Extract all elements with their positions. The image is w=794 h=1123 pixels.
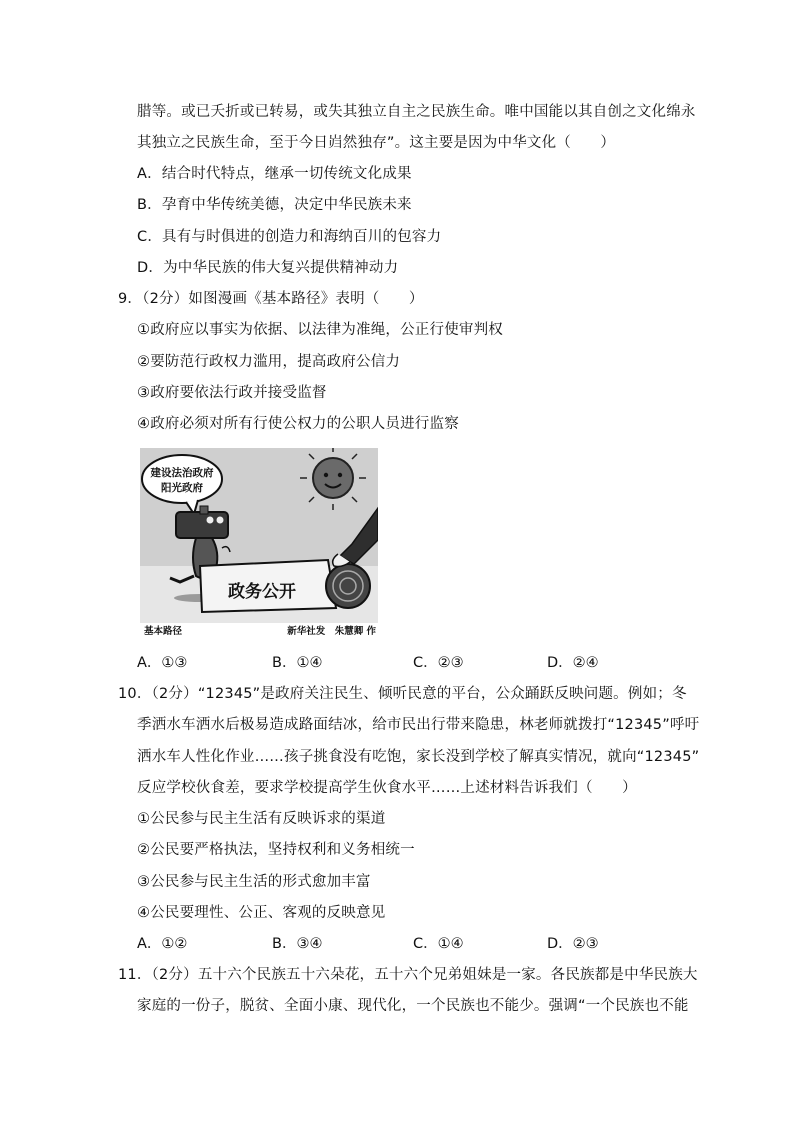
carpet-text: 政务公开 xyxy=(228,582,296,602)
cartoon-caption-credit: 新华社发 朱慧卿 作 xyxy=(287,626,376,637)
cartoon-caption-title: 基本路径 xyxy=(144,626,183,637)
cartoon-illustration xyxy=(140,448,378,638)
q8-option-d: D．为中华民族的伟大复兴提供精神动力 xyxy=(137,260,399,276)
q10-item-2: ②公民要严格执法，坚持权利和义务相统一 xyxy=(137,842,415,858)
q9-option-d: D．②④ xyxy=(547,655,599,671)
q8-stem-line-2: 其独立之民族生命，至于今日岿然独存”。这主要是因为中华文化（ ） xyxy=(137,135,616,151)
q10-option-c: C．①④ xyxy=(413,936,464,952)
q9-option-b: B．①④ xyxy=(272,655,323,671)
q10-stem-line-3: 洒水车人性化作业……孩子挑食没有吃饱，家长没到学校了解真实情况，就向“12345” xyxy=(137,749,700,765)
q9-item-4: ④政府必须对所有行使公权力的公职人员进行监察 xyxy=(137,416,459,432)
q9-stem: 9．（2分）如图漫画《基本路径》表明（ ） xyxy=(118,291,424,307)
q10-item-3: ③公民参与民主生活的形式愈加丰富 xyxy=(137,874,371,890)
sun-icon xyxy=(313,458,353,498)
q8-option-a: A．结合时代特点，继承一切传统文化成果 xyxy=(137,166,412,182)
q10-item-1: ①公民参与民主生活有反映诉求的渠道 xyxy=(137,811,386,827)
q10-option-b: B．③④ xyxy=(272,936,323,952)
q10-stem-line-2: 季洒水车洒水后极易造成路面结冰，给市民出行带来隐患，林老师就拨打“12345”呼吁 xyxy=(137,717,700,733)
q9-item-3: ③政府要依法行政并接受监督 xyxy=(137,385,327,401)
q8-option-b: B．孕育中华传统美德，决定中华民族未来 xyxy=(137,197,412,213)
gavel-icon xyxy=(176,512,228,538)
q11-stem-line-2: 家庭的一份子，脱贫、全面小康、现代化，一个民族也不能少。强调“一个民族也不能 xyxy=(137,998,689,1014)
q11-stem-line-1: 11．（2分）五十六个民族五十六朵花，五十六个兄弟姐妹是一家。各民族都是中华民族大 xyxy=(118,967,698,983)
q10-option-d: D．②③ xyxy=(547,936,599,952)
q8-option-c: C．具有与时俱进的创造力和海纳百川的包容力 xyxy=(137,229,442,245)
q10-stem-line-1: 10．（2分）“12345”是政府关注民生、倾听民意的平台，公众踊跃反映问题。例如；冬 xyxy=(118,686,687,702)
q9-options xyxy=(0,653,794,673)
q10-stem-line-4: 反应学校伙食差，要求学校提高学生伙食水平……上述材料告诉我们（ ） xyxy=(137,780,637,796)
q10-options xyxy=(0,934,794,954)
bubble-text-2: 阳光政府 xyxy=(161,482,203,494)
q10-option-a: A．①② xyxy=(137,936,188,952)
bubble-text-1: 建设法治政府 xyxy=(150,467,214,479)
q10-item-4: ④公民要理性、公正、客观的反映意见 xyxy=(137,905,386,921)
q9-cartoon xyxy=(140,448,378,638)
q9-item-2: ②要防范行政权力滥用，提高政府公信力 xyxy=(137,354,401,370)
q9-option-c: C．②③ xyxy=(413,655,464,671)
q9-option-a: A．①③ xyxy=(137,655,188,671)
q8-stem-line-1: 腊等。或已夭折或已转易，或失其独立自主之民族生命。唯中国能以其自创之文化绵永 xyxy=(137,104,696,120)
q9-item-1: ①政府应以事实为依据、以法律为准绳，公正行使审判权 xyxy=(137,322,503,338)
